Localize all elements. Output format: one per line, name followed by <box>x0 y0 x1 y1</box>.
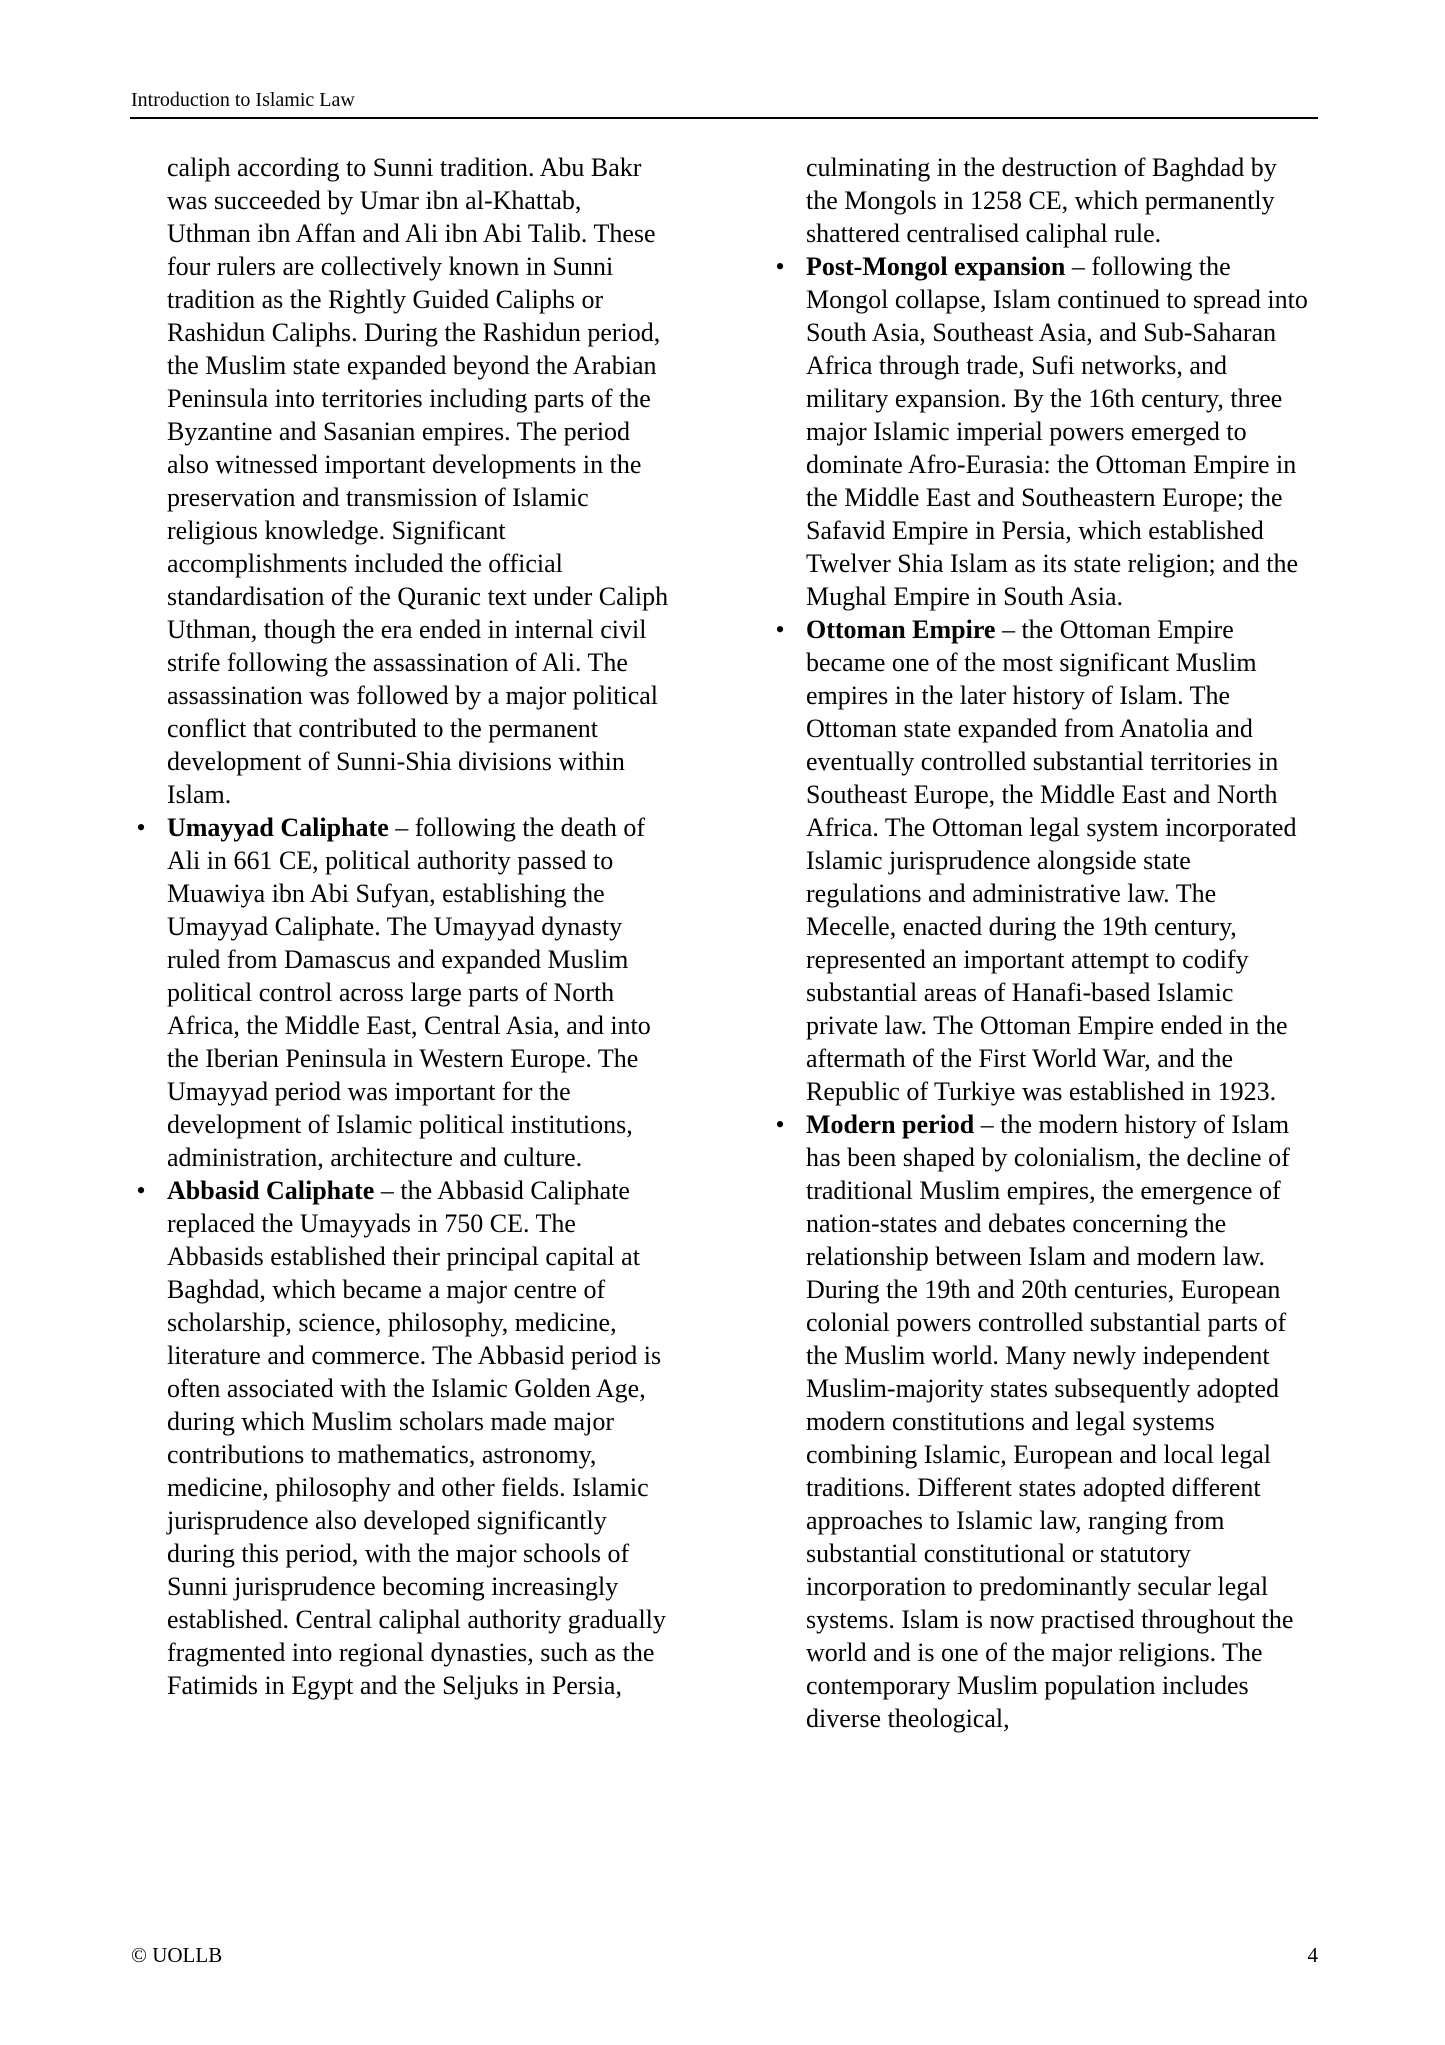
list-item <box>131 811 671 1174</box>
left-column <box>131 151 671 1702</box>
list-item <box>770 1108 1310 1735</box>
item-text: – the modern history of Islam has been shaped by colonialism, the decline of traditional Muslim empires, the emergence of nation-states and debates concerning the relationship between Islam and modern law. During the 19th and 20th centuries, European colonial powers controlled substantial parts of the Muslim world. Many newly independent Muslim-majority states subsequently adopted modern constitutions and legal systems combining Islamic, European and local legal traditions. Different states adopted different approaches to Islamic law, ranging from substantial constitutional or statutory incorporation to predominantly secular legal systems. Islam is now practised throughout the world and is one of the major religions. The contemporary Muslim population includes diverse theological, <box>806 1110 1294 1733</box>
list-item <box>770 613 1310 1108</box>
list-item <box>131 1174 671 1702</box>
continued-paragraph: culminating in the destruction of Baghdad by the Mongols in 1258 CE, which permanently shattered centralised caliphal rule. <box>806 153 1277 248</box>
page-number: 4 <box>1307 1943 1318 1967</box>
item-text: – the Ottoman Empire became one of the most significant Muslim empires in the later history of Islam. The Ottoman state expanded from Anatolia and eventually controlled substantial territories in Southeast Europe, the Middle East and North Africa. The Ottoman legal system incorporated Islamic jurisprudence alongside state regulations and administrative law. The Mecelle, enacted during the 19th century, represented an important attempt to codify substantial areas of Hanafi-based Islamic private law. The Ottoman Empire ended in the aftermath of the First World War, and the Republic of Turkiye was established in 1923. <box>806 615 1297 1106</box>
item-text: – the Abbasid Caliphate replaced the Umayyads in 750 CE. The Abbasids established their principal capital at Baghdad, which became a major centre of scholarship, science, philosophy, medicine, literature and commerce. The Abbasid period is often associated with the Islamic Golden Age, during which Muslim scholars made major contributions to mathematics, astronomy, medicine, philosophy and other fields. Islamic jurisprudence also developed significantly during this period, with the major schools of Sunni jurisprudence becoming increasingly established. Central caliphal authority gradually fragmented into regional dynasties, such as the Fatimids in Egypt and the Seljuks in Persia, <box>167 1176 666 1700</box>
bullet-icon: • <box>136 1176 146 1205</box>
footer-copyright: © UOLLB <box>131 1943 223 1967</box>
right-column <box>770 151 1310 1735</box>
item-term: Abbasid Caliphate <box>167 1176 375 1205</box>
item-text: – following the death of Ali in 661 CE, political authority passed to Muawiya ibn Abi Sufyan, establishing the Umayyad Caliphate. The Umayyad dynasty ruled from Damascus and expanded Muslim political control across large parts of North Africa, the Middle East, Central Asia, and into the Iberian Peninsula in Western Europe. The Umayyad period was important for the development of Islamic political institutions, administration, architecture and culture. <box>167 813 651 1172</box>
item-term: Ottoman Empire <box>806 615 996 644</box>
running-header: Introduction to Islamic Law <box>131 89 355 111</box>
item-text: – following the Mongol collapse, Islam continued to spread into South Asia, Southeast Asia, and Sub-Saharan Africa through trade, Sufi networks, and military expansion. By the 16th century, three major Islamic imperial powers emerged to dominate Afro-Eurasia: the Ottoman Empire in the Middle East and Southeastern Europe; the Safavid Empire in Persia, which established Twelver Shia Islam as its state religion; and the Mughal Empire in South Asia. <box>806 252 1308 611</box>
item-term: Umayyad Caliphate <box>167 813 389 842</box>
list-item <box>770 250 1310 613</box>
header-rule <box>130 117 1318 119</box>
item-term: Post-Mongol expansion <box>806 252 1066 281</box>
bullet-icon: • <box>136 813 146 842</box>
bullet-list <box>770 250 1310 1735</box>
bullet-icon: • <box>775 252 785 281</box>
continued-paragraph: caliph according to Sunni tradition. Abu Bakr was succeeded by Umar ibn al-Khattab, Uthman ibn Affan and Ali ibn Abi Talib. These four rulers are collectively known in Sunni tradition as the Rightly Guided Caliphs or Rashidun Caliphs. During the Rashidun period, the Muslim state expanded beyond the Arabian Peninsula into territories including parts of the Byzantine and Sasanian empires. The period also witnessed important developments in the preservation and transmission of Islamic religious knowledge. Significant accomplishments included the official standardisation of the Quranic text under Caliph Uthman, though the era ended in internal civil strife following the assassination of Ali. The assassination was followed by a major political conflict that contributed to the permanent development of Sunni-Shia divisions within Islam. <box>167 153 669 809</box>
item-term: Modern period <box>806 1110 975 1139</box>
bullet-list <box>131 811 671 1702</box>
bullet-icon: • <box>775 615 785 644</box>
bullet-icon: • <box>775 1110 785 1139</box>
